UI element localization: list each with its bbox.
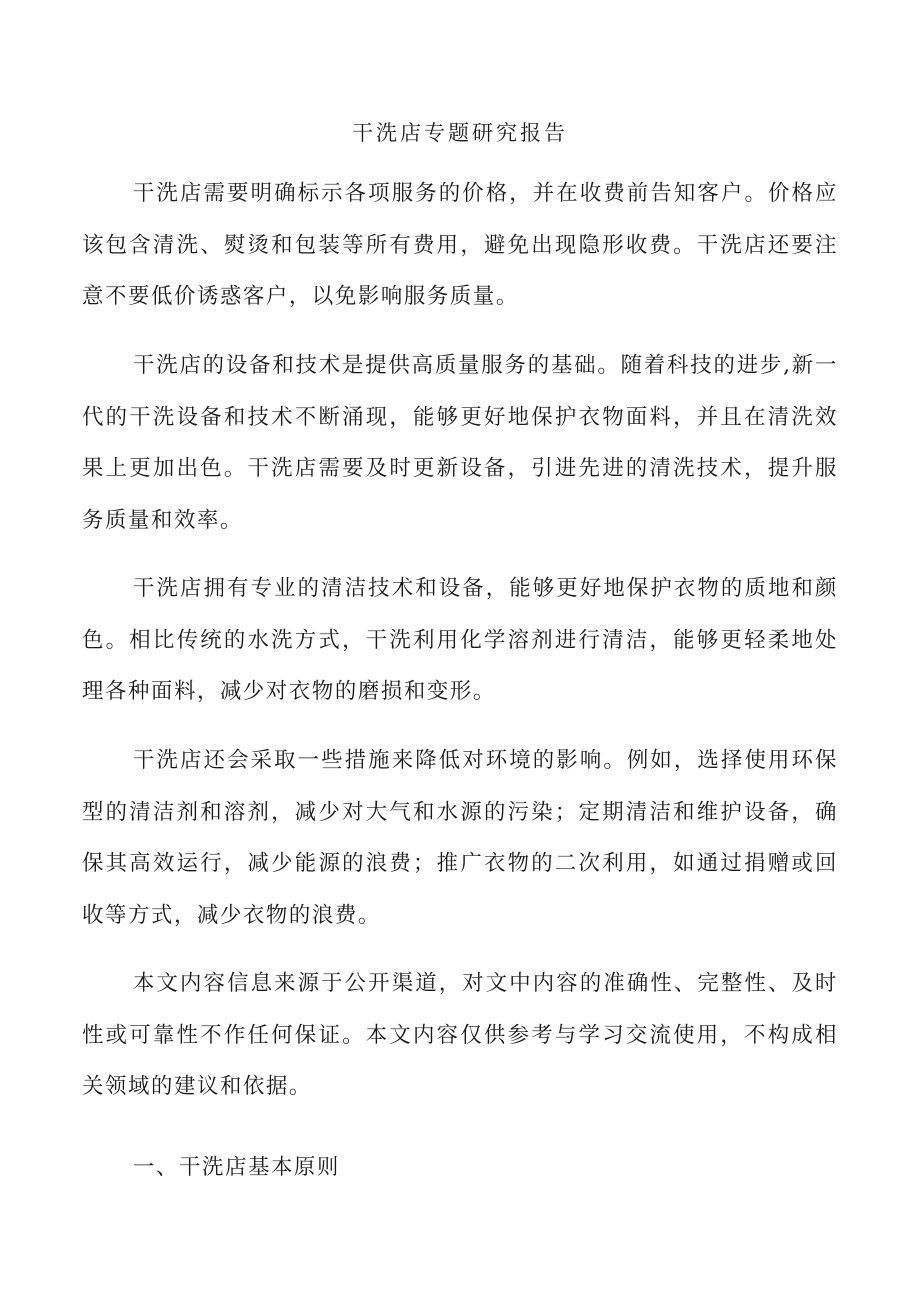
paragraph-equipment: 干洗店的设备和技术是提供高质量服务的基础。随着科技的进步,新一代的干洗设备和技术不断涌现，能够更好地保护衣物面料，并且在清洗效果上更加出色。干洗店需要及时更新设备，引进先进的清洗技术，提升服务质量和效率。 [82,353,838,533]
document-title: 干洗店专题研究报告 [352,121,568,145]
paragraph-technique: 干洗店拥有专业的清洁技术和设备，能够更好地保护衣物的质地和颜色。相比传统的水洗方式，干洗利用化学溶剂进行清洁，能够更轻柔地处理各种面料，减少对衣物的磨损和变形。 [82,576,838,704]
section-heading: 一、干洗店基本原则 [133,1155,340,1180]
paragraph-pricing: 干洗店需要明确标示各项服务的价格，并在收费前告知客户。价格应该包含清洗、熨烫和包装等所有费用，避免出现隐形收费。干洗店还要注意不要低价诱惑客户，以免影响服务质量。 [82,181,838,309]
paragraph-disclaimer: 本文内容信息来源于公开渠道，对文中内容的准确性、完整性、及时性或可靠性不作任何保证。本文内容仅供参考与学习交流使用，不构成相关领域的建议和依据。 [82,971,838,1099]
paragraph-environment: 干洗店还会采取一些措施来降低对环境的影响。例如，选择使用环保型的清洁剂和溶剂，减少对大气和水源的污染；定期清洁和维护设备，确保其高效运行，减少能源的浪费；推广衣物的二次利用，如通过捐赠或回收等方式，减少衣物的浪费。 [82,748,838,928]
